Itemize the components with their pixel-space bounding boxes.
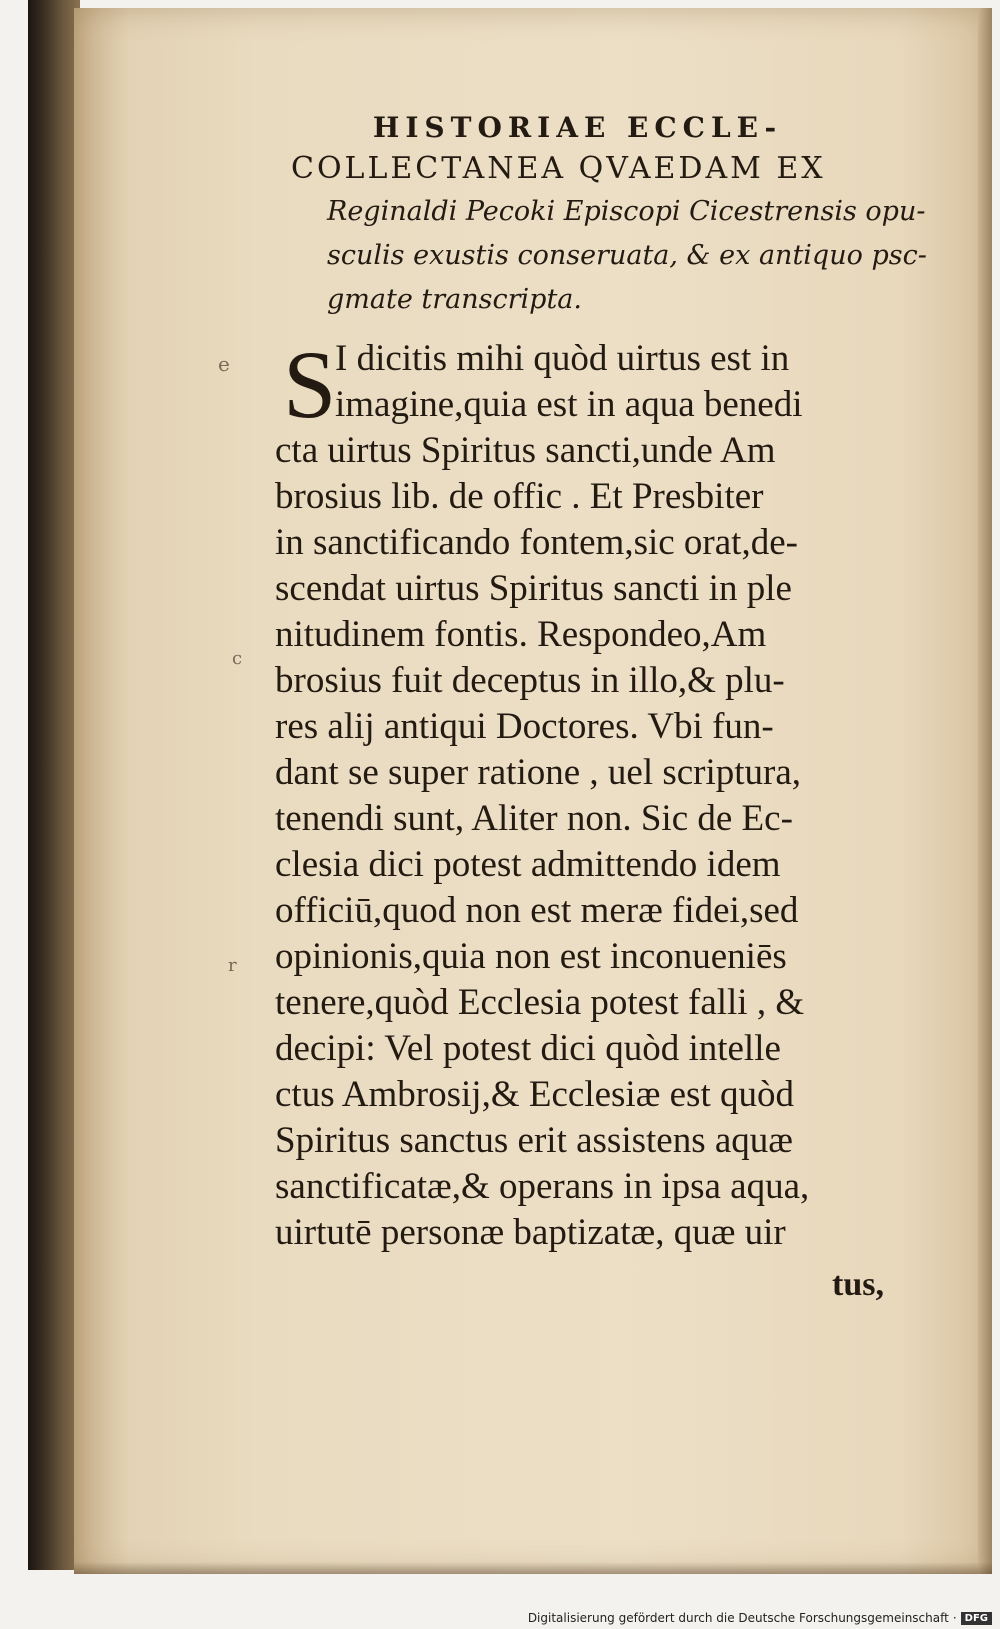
text-line: nitudinem fontis. Respondeo,Am — [275, 614, 767, 655]
text-line: Spiritus sanctus erit assistens aquæ — [275, 1120, 793, 1161]
margin-mark: c — [232, 648, 243, 669]
body-text — [195, 331, 930, 1308]
section-heading: COLLECTANEA QVAEDAM EX — [291, 151, 826, 186]
text-line: scendat uirtus Spiritus sancti in ple — [275, 568, 792, 609]
text-line: decipi: Vel potest dici quòd intelle — [275, 1028, 781, 1069]
text-line: ctus Ambrosij,& Ecclesiæ est quòd — [275, 1074, 794, 1115]
text-line: clesia dici potest admittendo idem — [275, 844, 781, 885]
subtitle-line: Reginaldi Pecoki Episcopi Cicestrensis opu- — [327, 196, 926, 227]
page-edge — [978, 8, 992, 1574]
text-line: dant se super ratione , uel scriptura, — [275, 752, 802, 793]
text-line: imagine,quia est in aqua benedi — [335, 384, 803, 425]
text-line: brosius lib. de offic . Et Presbiter — [275, 476, 764, 517]
book-spine-shadow — [28, 0, 80, 1570]
text-line: uirtutē personæ baptizatæ, quæ uir — [275, 1212, 786, 1253]
text-line: cta uirtus Spiritus sancti,unde Am — [275, 430, 776, 471]
catchword: tus, — [832, 1266, 884, 1303]
margin-mark: r — [228, 955, 237, 976]
subtitle-line: gmate transcripta. — [327, 284, 582, 315]
running-head: HISTORIAE ECCLE- — [372, 111, 783, 144]
text-line: I dicitis mihi quòd uirtus est in — [335, 338, 790, 379]
dfg-logo: DFG — [961, 1612, 992, 1625]
text-line: brosius fuit deceptus in illo,& plu- — [275, 660, 785, 701]
subtitle-line: sculis exustis conseruata, & ex antiquo psc- — [327, 240, 927, 271]
text-line: officiū,quod non est meræ fidei,sed — [275, 890, 799, 931]
text-line: in sanctificando fontem,sic orat,de- — [275, 522, 798, 563]
text-line: tenendi sunt, Aliter non. Sic de Ec- — [275, 798, 793, 839]
margin-mark: e — [218, 352, 230, 376]
text-line: sanctificatæ,& operans in ipsa aqua, — [275, 1166, 810, 1207]
text-line: tenere,quòd Ecclesia potest falli , & — [275, 982, 805, 1023]
text-line: res alij antiqui Doctores. Vbi fun- — [275, 706, 774, 747]
funding-footer: Digitalisierung gefördert durch die Deutsche Forschungsgemeinschaft · DFG — [528, 1611, 992, 1625]
printed-text — [195, 108, 930, 1308]
page-bottom-shadow — [74, 1562, 992, 1574]
funding-text: Digitalisierung gefördert durch die Deutsche Forschungsgemeinschaft — [527, 1611, 949, 1625]
drop-cap: S — [283, 331, 337, 438]
text-line: opinionis,quia non est inconueniēs — [275, 936, 787, 977]
